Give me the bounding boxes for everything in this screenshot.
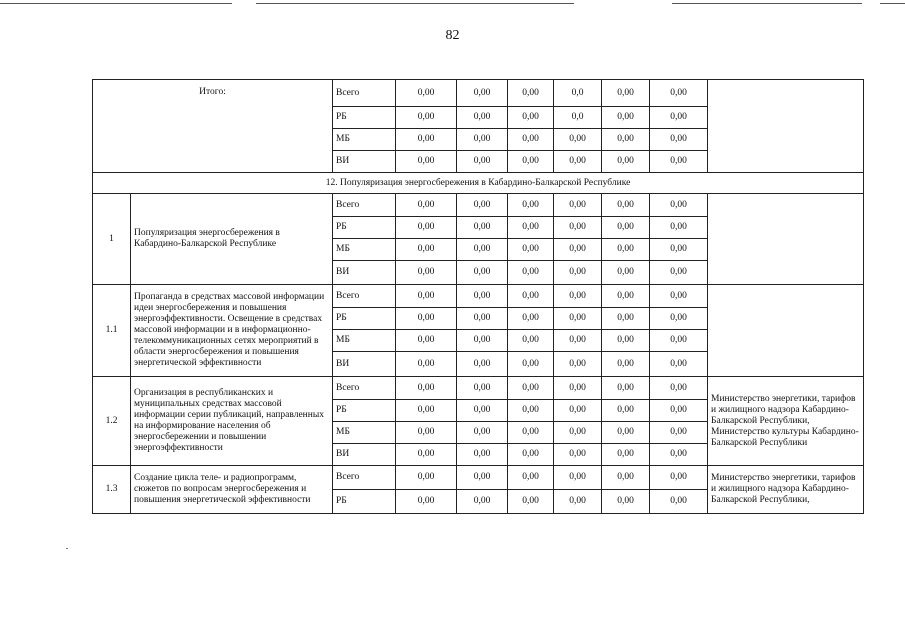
amount-cell: 0,00	[396, 377, 457, 400]
amount-cell: 0,00	[554, 466, 602, 490]
top-rule-middle	[256, 3, 574, 4]
amount-cell: 0,00	[457, 239, 508, 261]
amount-cell: 0,00	[602, 352, 650, 377]
item-name: Пропаганда в средствах массовой информации идеи энергосбережения и повышения энергоэффективности. Освещение в средствах массовой информации и в информационно-телекоммуникационных сетях мероприятий в области энергосбережения и повышения энергетической эффективности	[131, 285, 333, 377]
amount-cell: 0,00	[602, 217, 650, 239]
section-title: 12. Популяризация энергосбережения в Кабардино-Балкарской Республике	[93, 173, 864, 194]
amount-cell: 0,00	[508, 352, 554, 377]
table-row	[93, 80, 864, 107]
funding-source-cell: РБ	[333, 400, 396, 422]
amount-cell: 0,00	[396, 129, 457, 151]
amount-cell: 0,00	[650, 352, 708, 377]
amount-cell: 0,00	[508, 422, 554, 444]
amount-cell: 0,00	[508, 330, 554, 352]
amount-cell: 0,00	[396, 239, 457, 261]
funding-source-cell: ВИ	[333, 444, 396, 466]
section-header-row	[93, 173, 864, 194]
amount-cell: 0,00	[457, 466, 508, 490]
amount-cell: 0,00	[650, 80, 708, 107]
amount-cell: 0,00	[554, 352, 602, 377]
amount-cell: 0,00	[602, 422, 650, 444]
amount-cell: 0,00	[554, 194, 602, 217]
amount-cell: 0,00	[650, 377, 708, 400]
amount-cell: 0,00	[602, 129, 650, 151]
amount-cell: 0,00	[650, 107, 708, 129]
amount-cell: 0,00	[396, 490, 457, 514]
amount-cell: 0,00	[508, 285, 554, 308]
funding-source-cell: Всего	[333, 377, 396, 400]
amount-cell: 0,00	[508, 80, 554, 107]
amount-cell: 0,00	[554, 308, 602, 330]
funding-source-cell: РБ	[333, 308, 396, 330]
amount-cell: 0,00	[554, 400, 602, 422]
amount-cell: 0,00	[650, 330, 708, 352]
amount-cell: 0,00	[650, 261, 708, 285]
amount-cell: 0,00	[650, 490, 708, 514]
budget-table	[92, 79, 864, 514]
amount-cell: 0,00	[457, 330, 508, 352]
amount-cell: 0,00	[457, 444, 508, 466]
amount-cell: 0,00	[554, 261, 602, 285]
amount-cell: 0,00	[602, 444, 650, 466]
amount-cell: 0,00	[650, 422, 708, 444]
top-rule-edge	[880, 3, 905, 4]
amount-cell: 0,00	[602, 194, 650, 217]
amount-cell: 0,00	[457, 490, 508, 514]
amount-cell: 0,00	[396, 261, 457, 285]
amount-cell: 0,00	[508, 444, 554, 466]
funding-source-cell: Всего	[333, 194, 396, 217]
amount-cell: 0,00	[508, 261, 554, 285]
funding-source-cell: ВИ	[333, 261, 396, 285]
page-number: 82	[445, 28, 460, 43]
executor-cell: Министерство энергетики, тарифов и жилищного надзора Кабардино-Балкарской Республики, Министерство культуры Кабардино-Балкарской Республики	[708, 377, 864, 466]
amount-cell: 0,00	[602, 400, 650, 422]
amount-cell: 0,00	[457, 194, 508, 217]
item-index: 1	[93, 194, 131, 285]
funding-source-cell: РБ	[333, 107, 396, 129]
amount-cell: 0,00	[554, 490, 602, 514]
amount-cell: 0,00	[396, 400, 457, 422]
amount-cell: 0,00	[508, 466, 554, 490]
table-row	[93, 466, 864, 490]
amount-cell: 0,00	[554, 444, 602, 466]
amount-cell: 0,00	[396, 80, 457, 107]
amount-cell: 0,00	[508, 490, 554, 514]
executor-cell: Министерство энергетики, тарифов и жилищного надзора Кабардино-Балкарской Республики,	[708, 466, 864, 514]
amount-cell: 0,00	[554, 377, 602, 400]
table-row	[93, 194, 864, 217]
amount-cell: 0,00	[457, 400, 508, 422]
amount-cell: 0,00	[508, 308, 554, 330]
amount-cell: 0,00	[554, 151, 602, 173]
amount-cell: 0,00	[602, 330, 650, 352]
amount-cell: 0,00	[396, 466, 457, 490]
funding-source-cell: Всего	[333, 80, 396, 107]
executor-cell	[708, 80, 864, 173]
item-index: 1.2	[93, 377, 131, 466]
amount-cell: 0,00	[554, 239, 602, 261]
amount-cell: 0,00	[602, 466, 650, 490]
amount-cell: 0,00	[396, 151, 457, 173]
item-name: Организация в республиканских и муниципальных средствах массовой информации серии публикаций, направленных на информирование населения об энергосбережении и повышении энергоэффективности	[131, 377, 333, 466]
table-body	[93, 80, 864, 514]
amount-cell: 0,00	[554, 330, 602, 352]
amount-cell: 0,00	[554, 285, 602, 308]
amount-cell: 0,00	[457, 308, 508, 330]
executor-cell	[708, 285, 864, 377]
item-index: 1.1	[93, 285, 131, 377]
amount-cell: 0,00	[457, 129, 508, 151]
item-name: Популяризация энергосбережения в Кабардино-Балкарской Республике	[131, 194, 333, 285]
funding-source-cell: ВИ	[333, 352, 396, 377]
amount-cell: 0,00	[457, 151, 508, 173]
amount-cell: 0,00	[650, 308, 708, 330]
amount-cell: 0,00	[457, 107, 508, 129]
amount-cell: 0,0	[554, 107, 602, 129]
amount-cell: 0,00	[457, 422, 508, 444]
amount-cell: 0,00	[396, 422, 457, 444]
amount-cell: 0,00	[650, 129, 708, 151]
amount-cell: 0,00	[650, 239, 708, 261]
amount-cell: 0,00	[508, 377, 554, 400]
amount-cell: 0,00	[396, 330, 457, 352]
amount-cell: 0,00	[602, 308, 650, 330]
amount-cell: 0,00	[650, 285, 708, 308]
amount-cell: 0,00	[508, 239, 554, 261]
funding-source-cell: МБ	[333, 422, 396, 444]
amount-cell: 0,00	[396, 352, 457, 377]
item-name: Создание цикла теле- и радиопрограмм, сюжетов по вопросам энергосбережения и повышения энергетической эффективности	[131, 466, 333, 514]
funding-source-cell: МБ	[333, 239, 396, 261]
top-rule-left	[0, 3, 232, 4]
amount-cell: 0,00	[602, 80, 650, 107]
amount-cell: 0,00	[602, 285, 650, 308]
amount-cell: 0,00	[508, 151, 554, 173]
executor-cell	[708, 194, 864, 285]
amount-cell: 0,00	[650, 400, 708, 422]
amount-cell: 0,00	[508, 194, 554, 217]
totals-label: Итого:	[93, 80, 333, 173]
amount-cell: 0,00	[508, 129, 554, 151]
funding-source-cell: ВИ	[333, 151, 396, 173]
amount-cell: 0,00	[602, 377, 650, 400]
amount-cell: 0,00	[396, 107, 457, 129]
table-row	[93, 377, 864, 400]
amount-cell: 0,00	[457, 352, 508, 377]
amount-cell: 0,00	[457, 80, 508, 107]
funding-source-cell: РБ	[333, 217, 396, 239]
amount-cell: 0,00	[396, 444, 457, 466]
funding-source-cell: Всего	[333, 285, 396, 308]
amount-cell: 0,00	[457, 261, 508, 285]
amount-cell: 0,00	[650, 217, 708, 239]
top-rule-right	[672, 3, 862, 4]
amount-cell: 0,00	[602, 239, 650, 261]
funding-source-cell: Всего	[333, 466, 396, 490]
amount-cell: 0,00	[602, 107, 650, 129]
amount-cell: 0,00	[508, 217, 554, 239]
amount-cell: 0,00	[508, 107, 554, 129]
amount-cell: 0,00	[602, 490, 650, 514]
amount-cell: 0,00	[602, 261, 650, 285]
amount-cell: 0,00	[602, 151, 650, 173]
amount-cell: 0,00	[650, 466, 708, 490]
amount-cell: 0,00	[554, 217, 602, 239]
amount-cell: 0,00	[457, 377, 508, 400]
amount-cell: 0,0	[554, 80, 602, 107]
amount-cell: 0,00	[396, 308, 457, 330]
amount-cell: 0,00	[396, 217, 457, 239]
funding-source-cell: РБ	[333, 490, 396, 514]
funding-source-cell: МБ	[333, 330, 396, 352]
amount-cell: 0,00	[457, 285, 508, 308]
amount-cell: 0,00	[396, 194, 457, 217]
item-index: 1.3	[93, 466, 131, 514]
scan-speck	[66, 548, 68, 549]
amount-cell: 0,00	[457, 217, 508, 239]
amount-cell: 0,00	[554, 129, 602, 151]
amount-cell: 0,00	[650, 151, 708, 173]
amount-cell: 0,00	[650, 444, 708, 466]
amount-cell: 0,00	[554, 422, 602, 444]
amount-cell: 0,00	[396, 285, 457, 308]
table-row	[93, 285, 864, 308]
funding-source-cell: МБ	[333, 129, 396, 151]
amount-cell: 0,00	[508, 400, 554, 422]
amount-cell: 0,00	[650, 194, 708, 217]
